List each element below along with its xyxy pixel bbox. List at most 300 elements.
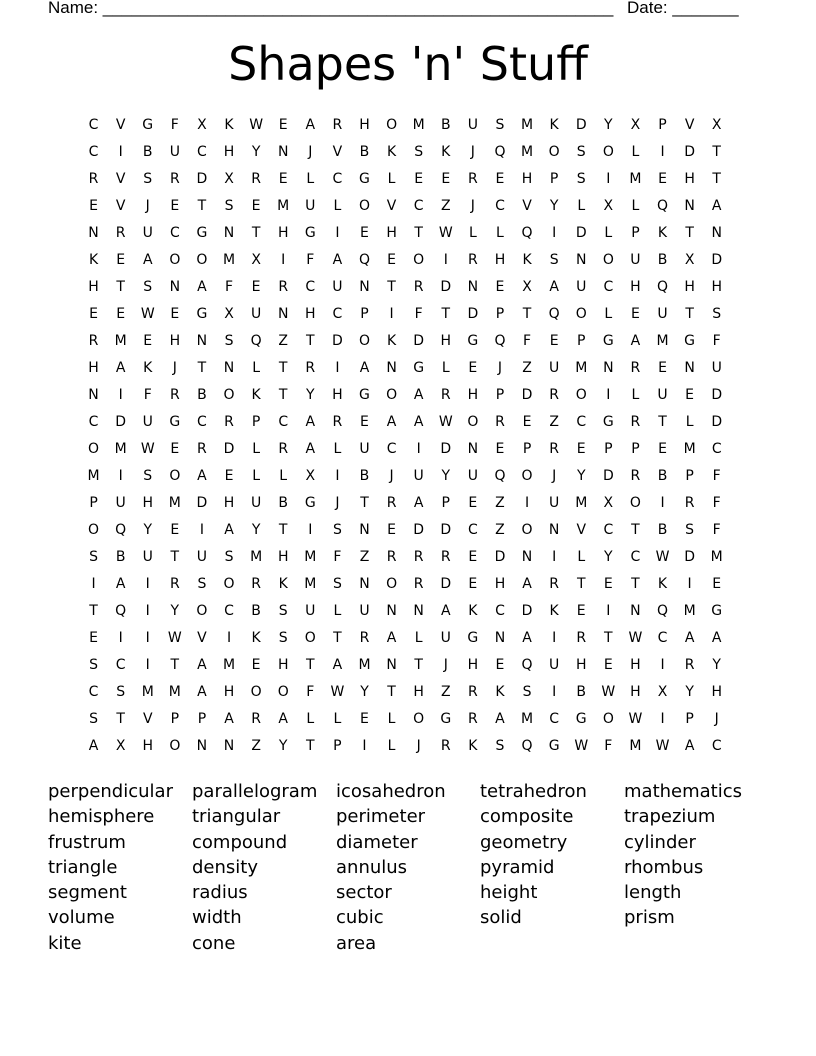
grid-row — [80, 706, 740, 733]
grid-letter: E — [387, 522, 396, 538]
grid-letter: C — [115, 657, 126, 673]
grid-letter: W — [249, 117, 264, 133]
grid-letter: T — [251, 225, 261, 241]
grid-letter: Y — [278, 738, 288, 754]
grid-letter: O — [250, 684, 262, 700]
grid-letter: G — [196, 225, 208, 241]
grid-letter: V — [684, 117, 695, 133]
grid-letter: C — [603, 279, 614, 295]
grid-letter: I — [118, 630, 123, 646]
grid-letter: L — [387, 711, 396, 727]
grid-letter: L — [577, 198, 586, 214]
grid-letter: Y — [306, 387, 315, 403]
grid-letter: O — [575, 306, 587, 322]
grid-letter: U — [359, 603, 370, 619]
grid-letter: M — [277, 198, 290, 214]
grid-letter: O — [277, 684, 289, 700]
grid-letter: Q — [657, 279, 669, 295]
word-list-item: annulus — [336, 856, 408, 878]
grid-letter: S — [224, 549, 234, 565]
grid-letter: U — [250, 495, 262, 511]
grid-letter: U — [711, 360, 722, 376]
grid-letter: V — [386, 198, 397, 214]
grid-letter: O — [575, 387, 587, 403]
grid-row — [80, 328, 740, 355]
grid-letter: I — [145, 630, 150, 646]
grid-letter: T — [278, 387, 288, 403]
grid-letter: A — [386, 414, 397, 430]
grid-row — [80, 355, 740, 382]
grid-letter: Q — [494, 468, 506, 484]
word-list-item: length — [624, 882, 682, 904]
grid-letter: R — [251, 171, 261, 187]
grid-letter: M — [683, 441, 696, 457]
grid-letter: O — [386, 576, 398, 592]
grid-letter: G — [304, 225, 316, 241]
grid-letter: Q — [521, 225, 533, 241]
grid-letter: T — [658, 414, 667, 430]
grid-letter: H — [223, 684, 235, 700]
date-field-label[interactable]: Date: _______ — [627, 0, 739, 17]
grid-letter: N — [467, 441, 479, 457]
grid-letter: E — [170, 441, 180, 457]
grid-letter: V — [115, 117, 126, 133]
grid-letter: U — [169, 144, 180, 160]
grid-letter: O — [413, 711, 425, 727]
grid-letter: B — [359, 468, 370, 484]
word-list-item: height — [480, 882, 538, 904]
grid-letter: P — [577, 333, 586, 349]
grid-letter: B — [657, 522, 668, 538]
grid-letter: I — [443, 252, 448, 268]
grid-letter: H — [494, 576, 506, 592]
grid-letter: G — [602, 414, 614, 430]
grid-letter: H — [684, 171, 695, 187]
grid-letter: X — [522, 279, 532, 295]
grid-letter: A — [142, 252, 153, 268]
grid-letter: A — [88, 738, 99, 754]
grid-letter: A — [413, 495, 424, 511]
grid-letter: R — [576, 630, 587, 646]
grid-letter: H — [711, 684, 722, 700]
grid-letter: X — [251, 252, 261, 268]
grid-letter: C — [88, 684, 99, 700]
grid-letter: U — [413, 468, 424, 484]
grid-letter: L — [306, 711, 315, 727]
grid-letter: T — [278, 360, 288, 376]
grid-letter: U — [467, 468, 478, 484]
grid-letter: U — [142, 549, 153, 565]
grid-letter: U — [332, 279, 343, 295]
word-list-item: tetrahedron — [480, 781, 587, 802]
grid-letter: J — [714, 711, 719, 727]
grid-letter: W — [628, 711, 643, 727]
grid-letter: E — [360, 225, 369, 241]
grid-letter: N — [223, 360, 235, 376]
grid-letter: N — [196, 333, 208, 349]
grid-letter: D — [413, 522, 425, 538]
word-list-item: radius — [192, 882, 248, 904]
word-list — [48, 779, 778, 959]
word-list-item: geometry — [480, 831, 568, 853]
grid-letter: A — [332, 252, 343, 268]
grid-letter: H — [332, 387, 343, 403]
grid-letter: E — [468, 549, 478, 565]
grid-letter: E — [468, 495, 478, 511]
grid-letter: I — [118, 144, 123, 160]
grid-letter: R — [224, 414, 234, 430]
grid-letter: I — [552, 225, 557, 241]
grid-letter: O — [386, 387, 398, 403]
grid-letter: I — [389, 306, 394, 322]
grid-letter: N — [359, 576, 370, 592]
grid-letter: N — [467, 279, 479, 295]
grid-letter: K — [549, 117, 559, 133]
grid-letter: T — [604, 630, 613, 646]
grid-letter: N — [494, 630, 506, 646]
grid-letter: T — [306, 657, 315, 673]
grid-letter: E — [658, 360, 667, 376]
grid-letter: X — [224, 306, 234, 322]
word-list-item: compound — [192, 831, 288, 853]
grid-letter: Q — [521, 738, 533, 754]
grid-letter: F — [604, 738, 613, 754]
grid-letter: L — [631, 198, 640, 214]
grid-letter: N — [277, 144, 289, 160]
grid-letter: N — [711, 225, 722, 241]
word-column — [336, 779, 480, 956]
grid-letter: V — [522, 198, 532, 214]
grid-letter: U — [305, 603, 316, 619]
grid-letter: I — [145, 576, 150, 592]
grid-letter: S — [549, 252, 559, 268]
grid-letter: S — [576, 171, 586, 187]
grid-letter: R — [440, 738, 451, 754]
word-list-item: rhombus — [624, 856, 704, 878]
grid-letter: D — [602, 468, 614, 484]
grid-letter: P — [522, 441, 532, 457]
grid-letter: A — [305, 414, 316, 430]
grid-letter: T — [712, 144, 721, 160]
grid-letter: T — [197, 198, 207, 214]
grid-letter: Q — [115, 603, 127, 619]
grid-letter: K — [657, 576, 668, 592]
grid-letter: W — [167, 630, 182, 646]
grid-letter: F — [712, 522, 721, 538]
word-list-item: frustrum — [48, 831, 126, 853]
grid-letter: M — [304, 576, 317, 592]
grid-letter: M — [710, 549, 723, 565]
grid-letter: P — [658, 117, 667, 133]
grid-letter: Y — [251, 522, 261, 538]
grid-row — [80, 463, 740, 490]
grid-letter: W — [330, 684, 345, 700]
word-list-item: triangle — [48, 856, 118, 878]
grid-letter: E — [116, 252, 126, 268]
grid-letter: C — [386, 441, 397, 457]
grid-letter: M — [114, 441, 127, 457]
grid-row — [80, 112, 740, 139]
grid-letter: M — [358, 657, 371, 673]
grid-letter: K — [468, 738, 478, 754]
grid-letter: J — [145, 198, 150, 214]
grid-letter: Z — [440, 198, 451, 214]
grid-letter: W — [655, 549, 670, 565]
grid-letter: N — [88, 387, 99, 403]
grid-letter: E — [224, 468, 234, 484]
grid-letter: E — [658, 441, 667, 457]
word-list-item: cubic — [336, 907, 384, 929]
grid-letter: I — [118, 387, 123, 403]
grid-letter: K — [251, 630, 261, 646]
grid-letter: A — [413, 414, 424, 430]
grid-letter: T — [685, 306, 694, 322]
grid-letter: K — [386, 144, 397, 160]
grid-letter: R — [88, 333, 99, 349]
grid-row — [80, 274, 740, 301]
grid-letter: S — [332, 522, 342, 538]
grid-letter: H — [277, 225, 289, 241]
word-list-item: prism — [624, 907, 675, 929]
grid-letter: T — [116, 279, 125, 295]
grid-letter: C — [278, 414, 289, 430]
grid-letter: V — [115, 171, 126, 187]
grid-row — [80, 382, 740, 409]
grid-letter: W — [601, 684, 616, 700]
grid-row — [80, 598, 740, 625]
grid-letter: S — [197, 576, 207, 592]
word-list-item: icosahedron — [336, 781, 446, 802]
grid-letter: T — [387, 279, 396, 295]
grid-letter: H — [169, 333, 181, 349]
grid-letter: F — [712, 468, 721, 484]
grid-letter: O — [602, 144, 614, 160]
grid-letter: R — [359, 630, 370, 646]
grid-letter: M — [87, 468, 100, 484]
word-list-item: pyramid — [480, 856, 555, 878]
grid-letter: U — [549, 360, 560, 376]
grid-letter: E — [170, 306, 180, 322]
grid-letter: Y — [441, 468, 451, 484]
grid-letter: E — [603, 657, 613, 673]
grid-letter: U — [142, 225, 153, 241]
grid-letter: N — [277, 306, 289, 322]
grid-letter: O — [88, 522, 100, 538]
grid-letter: G — [304, 495, 316, 511]
grid-letter: D — [711, 414, 723, 430]
grid-letter: R — [88, 171, 99, 187]
grid-letter: S — [89, 711, 98, 727]
grid-letter: E — [278, 171, 288, 187]
grid-row — [80, 490, 740, 517]
grid-letter: R — [305, 360, 316, 376]
grid-letter: H — [494, 252, 506, 268]
grid-letter: O — [223, 387, 235, 403]
grid-letter: S — [224, 198, 234, 214]
grid-letter: D — [521, 603, 533, 619]
word-list-item: hemisphere — [48, 806, 155, 828]
grid-letter: J — [470, 144, 475, 160]
grid-letter: U — [250, 306, 262, 322]
grid-letter: L — [604, 306, 613, 322]
word-list-item: parallelogram — [192, 781, 318, 802]
grid-letter: H — [684, 279, 695, 295]
grid-letter: E — [360, 711, 369, 727]
grid-letter: D — [684, 549, 695, 565]
grid-letter: C — [413, 198, 424, 214]
grid-letter: X — [711, 117, 722, 133]
grid-letter: E — [603, 576, 613, 592]
grid-letter: H — [467, 387, 479, 403]
grid-letter: T — [522, 306, 532, 322]
grid-letter: N — [169, 279, 181, 295]
grid-letter: P — [549, 171, 559, 187]
grid-letter: E — [468, 360, 478, 376]
grid-letter: H — [142, 495, 153, 511]
grid-letter: P — [89, 495, 98, 511]
grid-letter: T — [441, 306, 451, 322]
grid-letter: T — [631, 522, 640, 538]
grid-letter: Y — [685, 684, 694, 700]
grid-letter: S — [332, 576, 342, 592]
grid-letter: L — [631, 387, 640, 403]
grid-letter: E — [89, 198, 98, 214]
grid-letter: I — [145, 603, 150, 619]
grid-letter: G — [467, 333, 479, 349]
grid-letter: A — [197, 684, 207, 700]
grid-letter: P — [631, 225, 640, 241]
grid-letter: T — [414, 657, 423, 673]
grid-letter: J — [416, 738, 421, 754]
grid-letter: U — [305, 198, 316, 214]
grid-letter: N — [603, 360, 614, 376]
grid-letter: S — [89, 657, 98, 673]
grid-letter: I — [606, 387, 611, 403]
grid-letter: D — [467, 306, 479, 322]
grid-letter: R — [332, 117, 343, 133]
grid-letter: H — [305, 306, 316, 322]
grid-letter: R — [684, 657, 695, 673]
grid-letter: E — [495, 441, 505, 457]
grid-letter: R — [386, 549, 397, 565]
grid-letter: X — [224, 171, 234, 187]
grid-letter: U — [576, 279, 587, 295]
grid-letter: M — [629, 738, 642, 754]
grid-letter: X — [684, 252, 695, 268]
grid-letter: F — [333, 549, 342, 565]
grid-letter: Q — [657, 603, 669, 619]
grid-letter: T — [197, 360, 207, 376]
grid-letter: Q — [494, 333, 506, 349]
grid-letter: U — [467, 117, 478, 133]
word-list-item: perpendicular — [48, 781, 173, 802]
grid-letter: C — [332, 171, 343, 187]
grid-letter: R — [495, 414, 505, 430]
grid-letter: N — [223, 225, 235, 241]
grid-letter: O — [386, 117, 398, 133]
grid-letter: N — [630, 603, 641, 619]
grid-letter: T — [170, 657, 180, 673]
grid-letter: M — [114, 333, 127, 349]
grid-letter: G — [684, 333, 696, 349]
grid-letter: R — [467, 252, 478, 268]
grid-letter: Y — [251, 144, 261, 160]
grid-letter: J — [443, 657, 448, 673]
grid-row — [80, 733, 740, 760]
grid-letter: E — [89, 306, 98, 322]
grid-letter: U — [549, 657, 560, 673]
grid-letter: R — [549, 387, 559, 403]
grid-letter: L — [604, 225, 613, 241]
word-list-item: composite — [480, 806, 574, 828]
grid-row — [80, 220, 740, 247]
grid-letter: U — [549, 495, 560, 511]
grid-letter: R — [332, 414, 343, 430]
grid-letter: P — [685, 711, 694, 727]
grid-letter: O — [223, 576, 235, 592]
grid-letter: A — [495, 711, 505, 727]
grid-letter: Y — [576, 468, 586, 484]
word-column — [48, 779, 192, 956]
grid-letter: J — [497, 360, 503, 376]
grid-letter: C — [549, 711, 560, 727]
grid-letter: A — [224, 522, 234, 538]
grid-letter: K — [143, 360, 153, 376]
grid-letter: I — [308, 522, 313, 538]
grid-letter: D — [440, 441, 452, 457]
name-field-label[interactable]: Name: ______________________________________________________ — [48, 0, 614, 17]
word-list-item: volume — [48, 907, 115, 929]
grid-letter: M — [683, 603, 696, 619]
grid-letter: A — [386, 630, 397, 646]
grid-letter: N — [386, 603, 397, 619]
grid-letter: E — [360, 414, 369, 430]
grid-letter: H — [630, 684, 641, 700]
grid-letter: A — [684, 630, 695, 646]
grid-letter: N — [359, 522, 370, 538]
grid-row — [80, 247, 740, 274]
grid-letter: C — [711, 441, 722, 457]
grid-letter: L — [333, 603, 342, 619]
grid-letter: Q — [548, 306, 560, 322]
grid-letter: I — [524, 495, 530, 511]
grid-letter: E — [685, 387, 695, 403]
grid-letter: G — [359, 387, 370, 403]
grid-letter: C — [224, 603, 234, 619]
grid-letter: M — [304, 549, 317, 565]
grid-letter: P — [631, 441, 640, 457]
grid-letter: Y — [604, 549, 613, 565]
grid-letter: R — [386, 495, 397, 511]
grid-letter: K — [224, 117, 234, 133]
grid-letter: M — [222, 657, 236, 673]
grid-letter: G — [196, 306, 208, 322]
grid-letter: R — [630, 468, 641, 484]
grid-letter: X — [305, 468, 316, 484]
grid-letter: E — [387, 252, 396, 268]
grid-letter: I — [91, 576, 96, 592]
grid-letter: E — [495, 171, 505, 187]
grid-letter: W — [438, 225, 453, 241]
grid-letter: G — [575, 711, 587, 727]
word-list-item: kite — [48, 932, 82, 954]
grid-letter: O — [602, 711, 614, 727]
grid-letter: L — [685, 414, 694, 430]
word-list-item: triangular — [192, 806, 281, 828]
grid-letter: D — [494, 549, 506, 565]
grid-letter: A — [305, 441, 316, 457]
grid-letter: I — [335, 225, 340, 241]
